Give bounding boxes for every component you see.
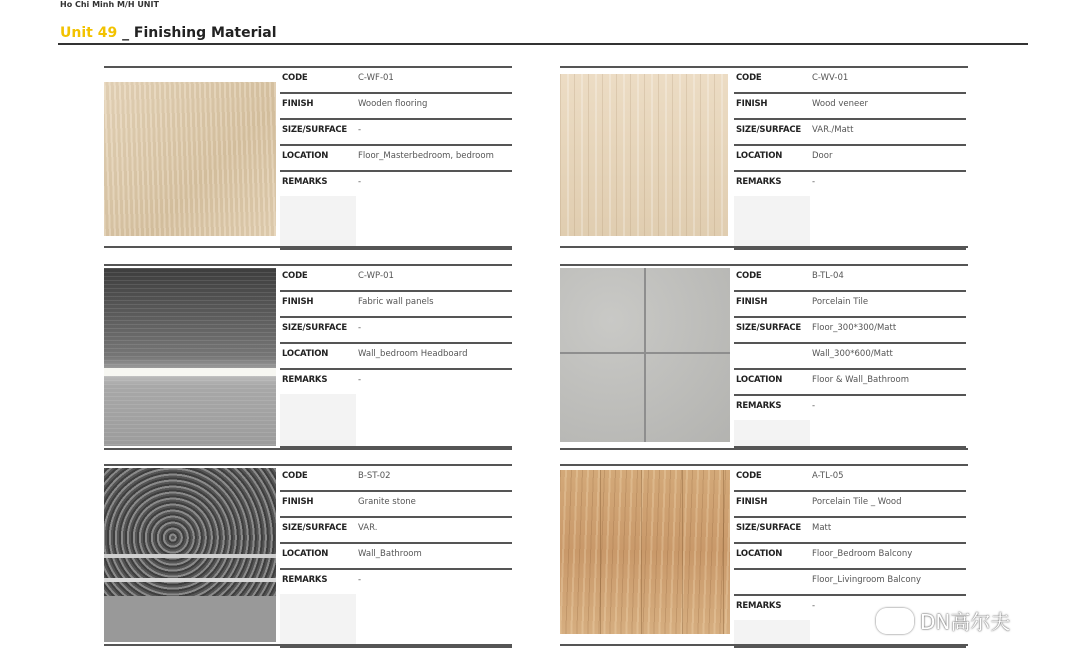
spec-row [734,316,966,344]
spec-value: - [358,125,362,135]
spec-row [734,92,966,120]
spec-value: Floor_Livingroom Balcony [812,575,922,585]
spec-row [734,516,966,544]
material-swatch-wooden-flooring [104,82,276,236]
spec-label: FINISH [736,297,768,307]
spec-value: VAR. [358,523,378,533]
spec-label: SIZE/SURFACE [282,523,347,533]
spec-label: LOCATION [282,349,329,359]
material-card-granite-stone [104,464,512,648]
spec-value: Matt [812,523,832,533]
spec-value: Wall_Bathroom [358,549,422,559]
project-name: Ho Chi Minh M/H UNIT [60,0,159,9]
watermark-text: DN高尔夫 [920,610,1011,634]
spec-label: CODE [736,73,762,83]
spec-value: Porcelain Tile _ Wood [812,497,902,507]
wechat-icon [876,608,914,634]
spec-row [734,264,966,292]
spec-row [734,542,966,570]
spec-value: C-WV-01 [812,73,849,83]
spec-value: Wooden flooring [358,99,428,109]
spec-value: C-WF-01 [358,73,394,83]
spec-value: A-TL-05 [812,471,844,481]
spec-value: B-ST-02 [358,471,391,481]
spec-row [734,144,966,172]
spec-label: CODE [736,271,762,281]
spec-label: FINISH [736,99,768,109]
spec-label: CODE [736,471,762,481]
spec-row [280,490,512,518]
spec-row [734,66,966,94]
spec-label: REMARKS [282,375,328,385]
spec-label: REMARKS [282,575,328,585]
spec-value: Floor_Masterbedroom, bedroom [358,151,494,161]
material-card-wood-veneer [560,66,968,250]
spec-row [280,144,512,172]
spec-row [734,464,966,492]
spec-value: Floor & Wall_Bathroom [812,375,909,385]
spec-label: LOCATION [282,151,329,161]
material-swatch-porcelain-tile [560,268,730,442]
spec-row [280,92,512,120]
spec-value: - [812,401,816,411]
spec-value: Door [812,151,833,161]
spec-row [734,118,966,146]
spec-label: LOCATION [736,151,783,161]
card-bottom-rule [104,246,512,248]
spec-value: Porcelain Tile [812,297,869,307]
spec-value: Wall_bedroom Headboard [358,349,468,359]
spec-value: Fabric wall panels [358,297,434,307]
card-bottom-rule [560,448,968,450]
spec-row [280,196,512,224]
material-swatch-wood-veneer [560,74,728,236]
spec-row [280,368,512,396]
unit-label: Unit 49 [60,25,118,41]
spec-row [734,342,966,370]
spec-value: - [358,323,362,333]
spec-row [734,420,966,448]
spec-row [280,464,512,492]
spec-row [280,170,512,198]
spec-label: REMARKS [736,177,782,187]
spec-row [734,368,966,396]
spec-value: VAR./Matt [812,125,854,135]
spec-row [280,594,512,622]
spec-label: SIZE/SURFACE [736,523,801,533]
spec-label: SIZE/SURFACE [736,323,801,333]
spec-label: LOCATION [736,375,783,385]
card-bottom-rule [104,644,512,646]
spec-row [734,394,966,422]
spec-label: CODE [282,271,308,281]
title-text: _ Finishing Material [122,25,277,41]
spec-row [734,568,966,596]
spec-row [280,66,512,94]
card-bottom-rule [104,448,512,450]
spec-label: REMARKS [736,601,782,611]
spec-value: Granite stone [358,497,416,507]
spec-row [280,568,512,596]
spec-value: Wall_300*600/Matt [812,349,893,359]
card-bottom-rule [560,246,968,248]
spec-row [280,516,512,544]
spec-value: Floor_Bedroom Balcony [812,549,913,559]
spec-label: SIZE/SURFACE [282,323,347,333]
spec-row [280,542,512,570]
material-swatch-fabric-wall-panels [104,268,276,446]
card-bottom-rule [560,644,968,646]
spec-row [280,264,512,292]
title-divider [58,43,1028,45]
spec-label: LOCATION [736,549,783,559]
spec-label: CODE [282,73,308,83]
spec-row [734,490,966,518]
material-card-fabric-wall-panels [104,264,512,450]
page-title [60,25,277,41]
spec-row [280,118,512,146]
spec-value: - [358,575,362,585]
spec-label: SIZE/SURFACE [282,125,347,135]
spec-value: - [358,177,362,187]
spec-value: - [812,177,816,187]
spec-value: - [358,375,362,385]
spec-label: FINISH [282,99,314,109]
spec-label: FINISH [282,497,314,507]
material-swatch-granite-stone [104,468,276,642]
spec-label: REMARKS [282,177,328,187]
spec-row [734,170,966,198]
watermark [876,606,1010,635]
spec-label: LOCATION [282,549,329,559]
spec-label: FINISH [282,297,314,307]
material-card-wooden-flooring [104,66,512,250]
spec-value: B-TL-04 [812,271,844,281]
spec-label: SIZE/SURFACE [736,125,801,135]
spec-row [280,290,512,318]
spec-label: CODE [282,471,308,481]
spec-row [734,290,966,318]
spec-label: FINISH [736,497,768,507]
spec-row [280,420,512,448]
spec-row [280,342,512,370]
spec-row [280,394,512,422]
spec-row [734,196,966,224]
material-card-porcelain-tile [560,264,968,450]
spec-label: REMARKS [736,401,782,411]
spec-value: Wood veneer [812,99,869,109]
spec-value: - [812,601,816,611]
spec-row [280,316,512,344]
spec-value: C-WP-01 [358,271,394,281]
spec-value: Floor_300*300/Matt [812,323,897,333]
material-swatch-porcelain-tile-wood [560,470,730,634]
